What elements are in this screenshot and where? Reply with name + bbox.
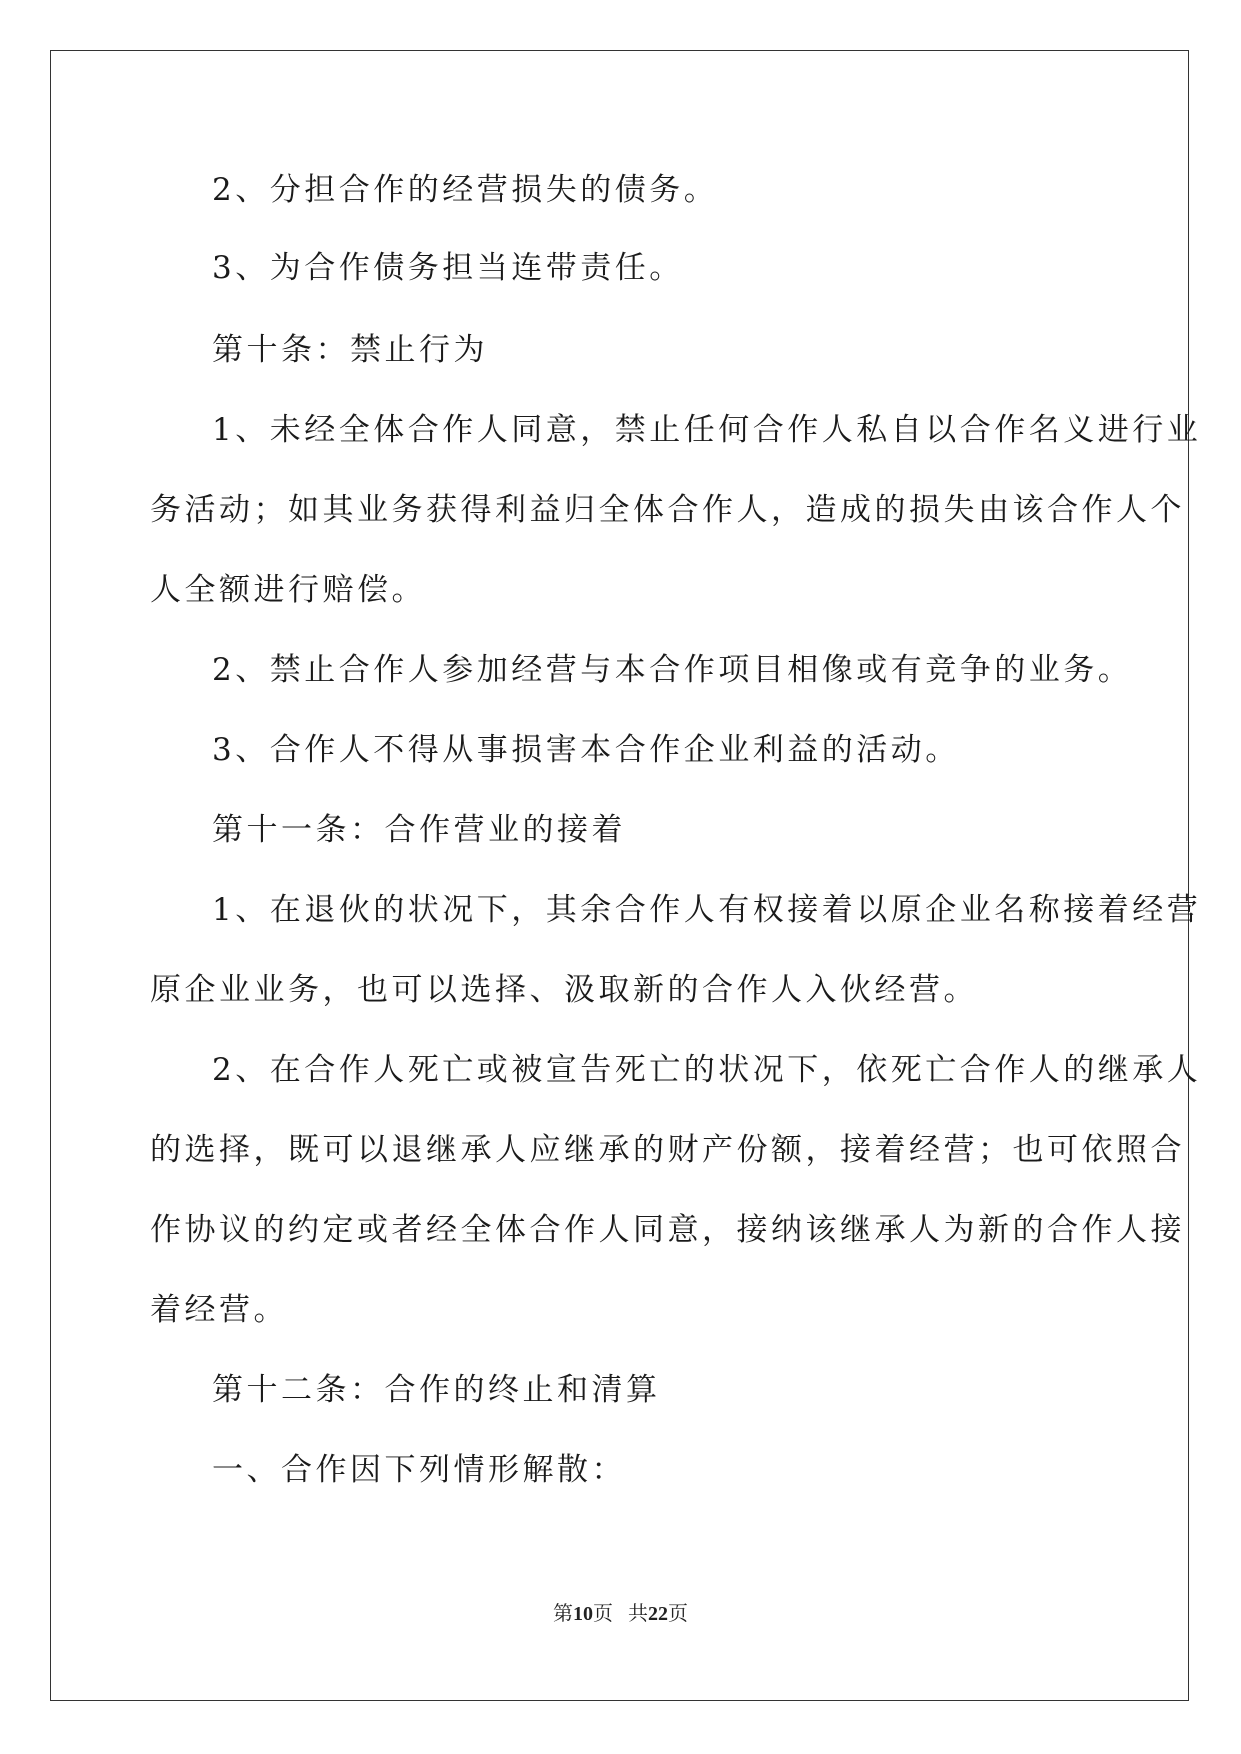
section-heading: 第十条：禁止行为 xyxy=(212,332,488,368)
paragraph-line: 1、未经全体合作人同意，禁止任何合作人私自以合作名义进行业 xyxy=(212,412,1202,448)
paragraph-line: 一、合作因下列情形解散： xyxy=(212,1452,626,1488)
paragraph-line: 人全额进行赔偿。 xyxy=(150,572,426,608)
paragraph-line: 3、合作人不得从事损害本合作企业利益的活动。 xyxy=(212,732,960,768)
section-heading: 第十一条：合作营业的接着 xyxy=(212,812,626,848)
page-number: 10 xyxy=(573,1603,593,1625)
paragraph-line: 2、分担合作的经营损失的债务。 xyxy=(212,172,719,208)
paragraph-line: 原企业业务，也可以选择、汲取新的合作人入伙经营。 xyxy=(150,972,978,1008)
page-prefix: 第 xyxy=(553,1603,573,1625)
paragraph-line: 作协议的约定或者经全体合作人同意，接纳该继承人为新的合作人接 xyxy=(150,1212,1185,1248)
paragraph-line: 务活动；如其业务获得利益归全体合作人，造成的损失由该合作人个 xyxy=(150,492,1185,528)
page-footer xyxy=(0,1600,1241,1628)
paragraph-line: 3、为合作债务担当连带责任。 xyxy=(212,250,684,286)
paragraph-line: 2、在合作人死亡或被宣告死亡的状况下，依死亡合作人的继承人 xyxy=(212,1052,1202,1088)
total-pages: 22 xyxy=(648,1603,668,1625)
paragraph-line: 1、在退伙的状况下，其余合作人有权接着以原企业名称接着经营 xyxy=(212,892,1202,928)
page-suffix: 页 xyxy=(593,1603,613,1625)
paragraph-line: 着经营。 xyxy=(150,1292,288,1328)
paragraph-line: 的选择，既可以退继承人应继承的财产份额，接着经营；也可依照合 xyxy=(150,1132,1185,1168)
total-suffix: 页 xyxy=(668,1603,688,1625)
paragraph-line: 2、禁止合作人参加经营与本合作项目相像或有竞争的业务。 xyxy=(212,652,1133,688)
section-heading: 第十二条：合作的终止和清算 xyxy=(212,1372,661,1408)
total-prefix: 共 xyxy=(628,1603,648,1625)
